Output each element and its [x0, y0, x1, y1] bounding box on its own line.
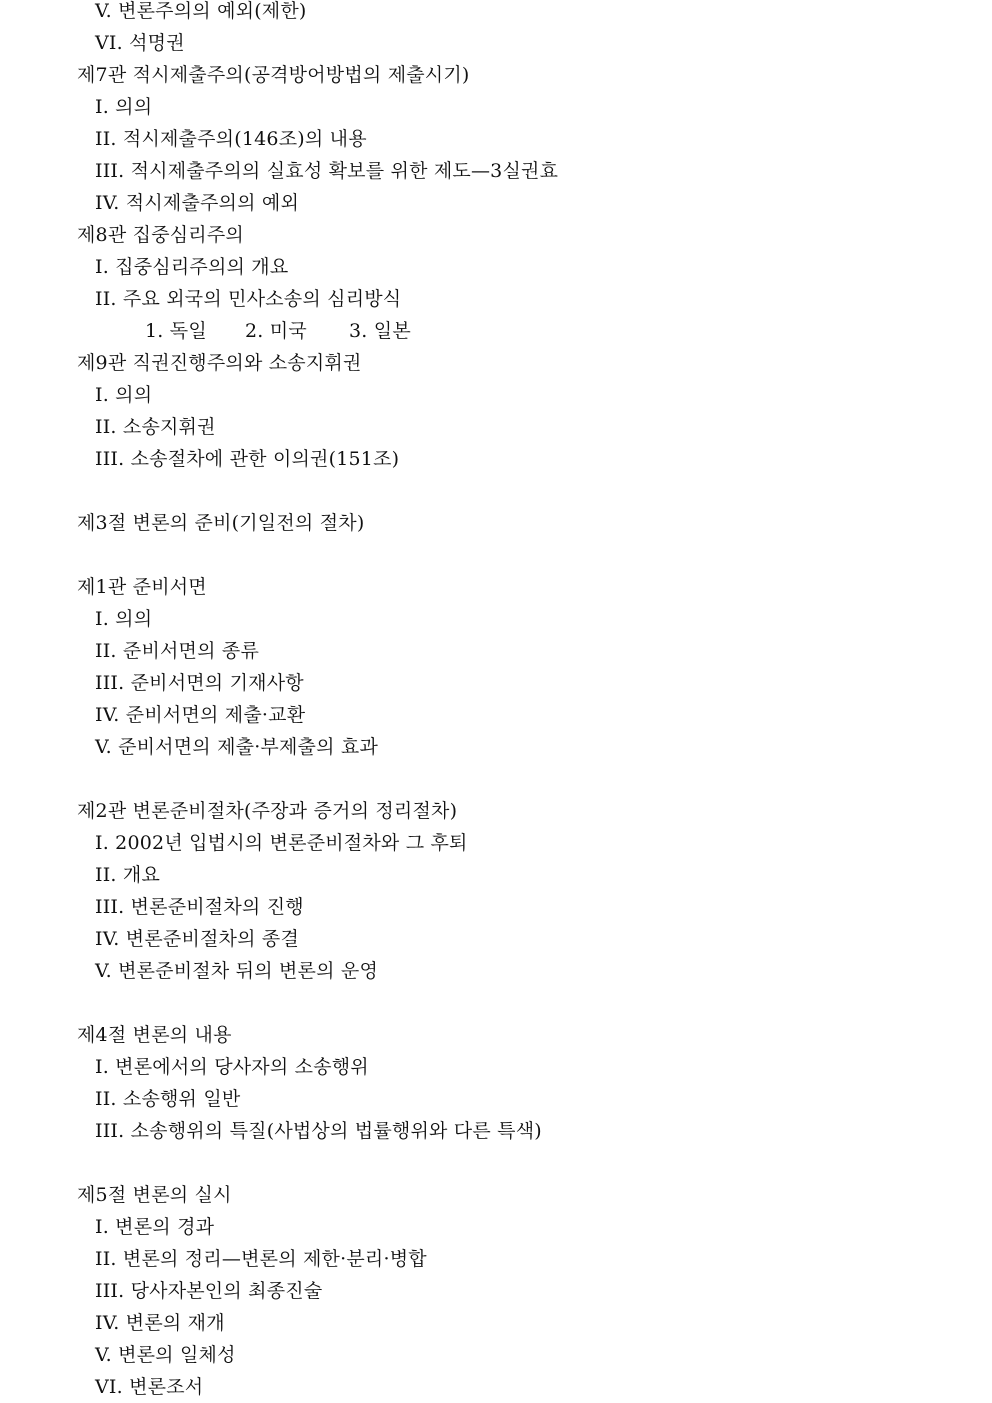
toc-item: I. 의의 — [95, 608, 153, 630]
toc-section-heading: 제7관 적시제출주의(공격방어방법의 제출시기) — [77, 64, 470, 86]
toc-item: III. 당사자본인의 최종진술 — [95, 1280, 323, 1302]
toc-item: III. 변론준비절차의 진행 — [95, 896, 304, 918]
toc-item: III. 소송행위의 특질(사법상의 법률행위와 다른 특색) — [95, 1120, 542, 1142]
toc-item: I. 의의 — [95, 384, 153, 406]
toc-item: IV. 변론의 재개 — [95, 1312, 225, 1334]
toc-item: II. 주요 외국의 민사소송의 심리방식 — [95, 288, 402, 310]
toc-item: II. 준비서면의 종류 — [95, 640, 260, 662]
toc-subitem-row — [145, 319, 411, 343]
toc-subitem: 1. 독일 — [145, 320, 207, 342]
toc-item: I. 변론의 경과 — [95, 1216, 215, 1238]
toc-item: IV. 준비서면의 제출·교환 — [95, 704, 306, 726]
toc-item: II. 소송행위 일반 — [95, 1088, 241, 1110]
toc-item: V. 준비서면의 제출·부제출의 효과 — [95, 736, 379, 758]
toc-item: VI. 변론조서 — [95, 1376, 204, 1398]
toc-item: I. 의의 — [95, 96, 153, 118]
toc-item: V. 변론준비절차 뒤의 변론의 운영 — [95, 960, 379, 982]
toc-item: I. 집중심리주의의 개요 — [95, 256, 289, 278]
toc-item: III. 소송절차에 관한 이의권(151조) — [95, 448, 400, 470]
toc-item: II. 소송지휘권 — [95, 416, 216, 438]
toc-item: V. 변론주의의 예외(제한) — [95, 0, 307, 22]
toc-item: I. 2002년 입법시의 변론준비절차와 그 후퇴 — [95, 832, 468, 854]
toc-chapter-heading: 제5절 변론의 실시 — [77, 1184, 232, 1206]
toc-section-heading: 제8관 집중심리주의 — [77, 224, 244, 246]
toc-item: I. 변론에서의 당사자의 소송행위 — [95, 1056, 369, 1078]
toc-section-heading: 제2관 변론준비절차(주장과 증거의 정리절차) — [77, 800, 458, 822]
toc-section-heading: 제9관 직권진행주의와 소송지휘권 — [77, 352, 362, 374]
toc-chapter-heading: 제3절 변론의 준비(기일전의 절차) — [77, 512, 365, 534]
toc-item: IV. 적시제출주의의 예외 — [95, 192, 300, 214]
toc-item: III. 준비서면의 기재사항 — [95, 672, 304, 694]
toc-chapter-heading: 제4절 변론의 내용 — [77, 1024, 232, 1046]
toc-item: III. 적시제출주의의 실효성 확보를 위한 제도—3실권효 — [95, 160, 559, 182]
toc-item: II. 변론의 정리—변론의 제한·분리·병합 — [95, 1248, 427, 1270]
toc-section-heading: 제1관 준비서면 — [77, 576, 207, 598]
toc-item: II. 적시제출주의(146조)의 내용 — [95, 128, 367, 150]
toc-subitem: 2. 미국 — [245, 320, 307, 342]
toc-item: VI. 석명권 — [95, 32, 185, 54]
toc-subitem: 3. 일본 — [349, 320, 411, 342]
toc-item: II. 개요 — [95, 864, 160, 886]
toc-item: V. 변론의 일체성 — [95, 1344, 236, 1366]
toc-item: IV. 변론준비절차의 종결 — [95, 928, 300, 950]
